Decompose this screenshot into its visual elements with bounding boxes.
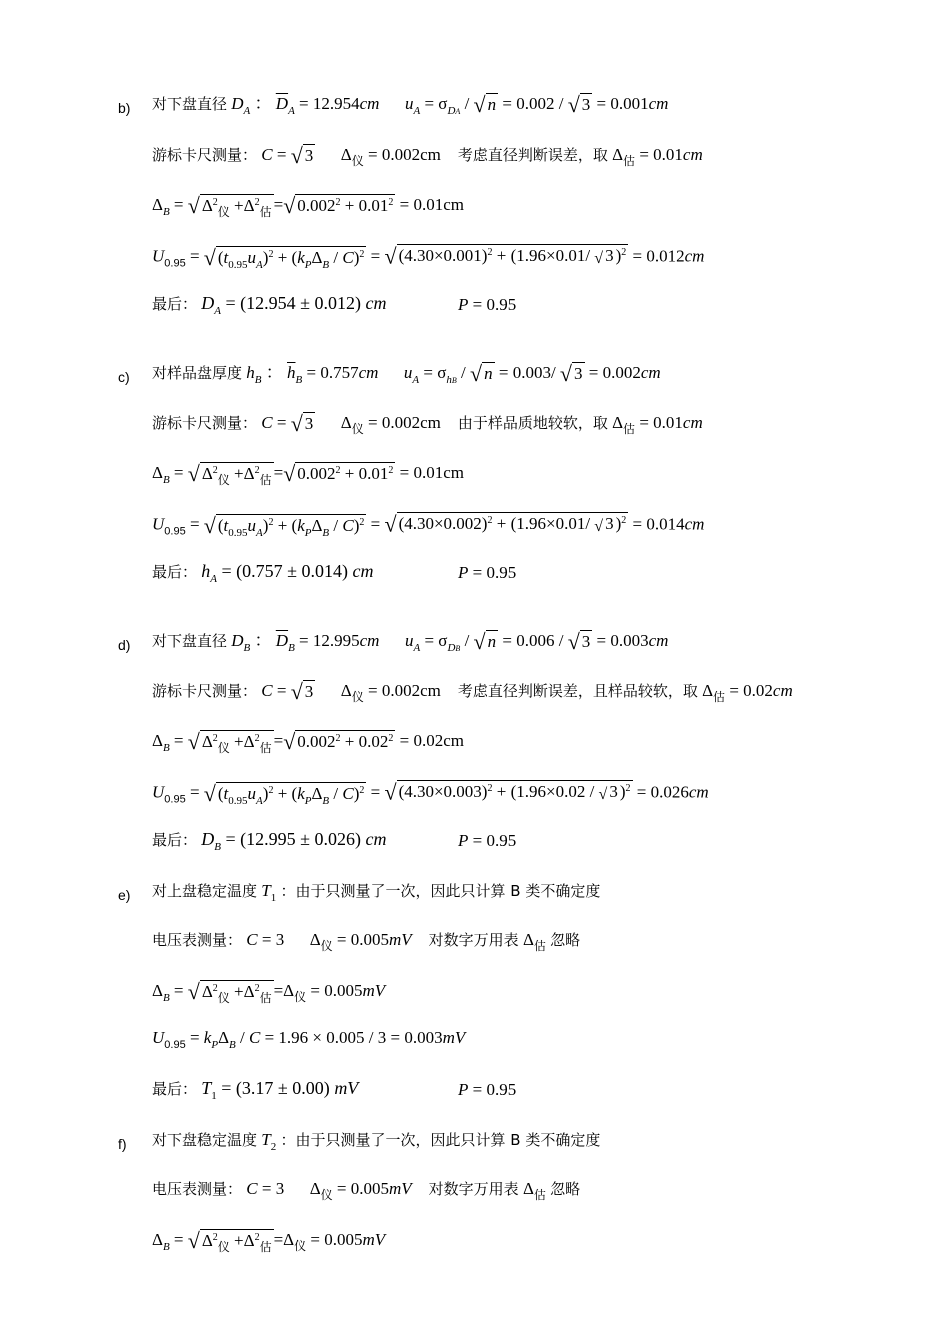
c-math: C = √ 3 $\Delta_仪 = 0.002cm$ [261,679,441,705]
estimate: $\Delta_估 = 0.01cm$ [612,145,703,168]
block-b-u95: $U_{0.95}$ = √ $(t_{0.95}u_A)^2 + (k_P\Delta_B / C)^2$ = √ $(4.30\times 0.001)^2 + (1.96\times 0.01/$ √ 3 )$^2$ = 0.012cm [152,243,705,271]
c-note: 对数字万用表 [428,931,519,949]
final-label: 最后： [152,831,198,849]
block-e-u95: $U_{0.95} = k_P\Delta_B / C = 1.96 \times 0.005 / 3 = 0.003mV$ [152,1028,466,1051]
intro-formula: $D_A$ [231,94,251,117]
estimate: $\Delta_估 = 0.02cm$ [702,681,793,704]
item-label: b) [118,100,131,116]
final-label: 最后： [152,1080,198,1098]
estimate: $\Delta_估$ 忽略 [522,930,581,953]
block-c-c-line [152,411,703,436]
estimate: $\Delta_估$ 忽略 [522,1179,581,1202]
intro-text: 对下盘直径 [152,95,228,113]
block-d-final: 最后： $D_B = (12.995 \pm 0.026)$ cm P = 0.95 [152,829,517,853]
block-e-delta-b: $\Delta_B$ = √ $\Delta^2_仪 +\Delta^2_估 =\Delta_仪 = 0.005mV$ [152,979,386,1006]
c-note: 考虑直径判断误差，取 [457,146,608,164]
intro-formula: $T_1$ [261,881,277,904]
c-note: 考虑直径判断误差，且样品较软，取 [457,682,698,700]
block-b-c-line [152,143,703,168]
c-math: C = 3 $\Delta_仪 = 0.005mV$ [246,1179,412,1202]
intro-formula: $h_B$ [246,363,262,386]
c-note: 由于样品质地较软，取 [457,414,608,432]
estimate: $\Delta_估 = 0.01cm$ [612,413,703,436]
block-d-u95: $U_{0.95}$ = √ $(t_{0.95}u_A)^2 + (k_P\Delta_B / C)^2$ = √ $(4.30\times 0.003)^2 + (1.96\times 0.02$ / √ 3 )$^2$ = 0.026cm [152,779,709,807]
intro-text: 对上盘稳定温度 [152,882,258,900]
block-e-final: 最后： $T_1 = (3.17 \pm 0.00)$ mV P = 0.95 [152,1078,517,1102]
intro-formula: $D_B$ [231,631,251,654]
block-e-c-line [152,928,580,952]
item-label: f) [118,1136,127,1152]
intro-note: ：由于只测量了一次，因此只计算 B 类不确定度 [280,882,601,900]
block-c-u95: $U_{0.95}$ = √ $(t_{0.95}u_A)^2 + (k_P\Delta_B / C)^2$ = √ $(4.30\times 0.002)^2 + (1.96\times 0.01/$ √ 3 )$^2$ = 0.014cm [152,511,705,539]
block-c-delta-b: $\Delta_B$ = √ $\Delta^2_仪 +\Delta^2_估$ =√ $0.002^2 + 0.01^2 = 0.01cm$ [152,461,464,488]
c-math: C = √ 3 $\Delta_仪 = 0.002cm$ [261,411,441,437]
intro-text: 对样品盘厚度 [152,364,243,382]
intro-text: 对下盘稳定温度 [152,1131,258,1149]
block-b-final: 最后： $D_A = (12.954 \pm 0.012)$ cm P = 0.95 [152,293,517,317]
block-d-delta-b: $\Delta_B$ = √ $\Delta^2_仪 +\Delta^2_估$ =√ $0.002^2 + 0.02^2 = 0.02cm$ [152,729,464,756]
block-f-delta-b: $\Delta_B$ = √ $\Delta^2_仪 +\Delta^2_估 =\Delta_仪 = 0.005mV$ [152,1228,386,1255]
method-label: 游标卡尺测量： [152,146,258,164]
c-math: C = √ 3 $\Delta_仪 = 0.002cm$ [261,143,441,169]
method-label: 电压表测量： [152,931,243,949]
method-label: 游标卡尺测量： [152,414,258,432]
final-label: 最后： [152,295,198,313]
block-b-delta-b: $\Delta_B$ = √ $\Delta^2_仪 +\Delta^2_估$ =√ $0.002^2 + 0.01^2 = 0.01cm$ [152,193,464,220]
final-label: 最后： [152,563,198,581]
item-label: e) [118,887,131,903]
intro-text: 对下盘直径 [152,632,228,650]
intro-note: ：由于只测量了一次，因此只计算 B 类不确定度 [280,1131,601,1149]
item-label: c) [118,369,130,385]
intro-formula: $T_2$ [261,1130,277,1153]
c-math: C = 3 $\Delta_仪 = 0.005mV$ [246,930,412,953]
method-label: 电压表测量： [152,1180,243,1198]
document-page: b) 对下盘直径 $D_A$ ： $\overline{D}_A = 12.954cm$ $u_A = \sigma_{DA}$ / √ n = 0.002 / √ 3 = 0.001cm 游标卡尺测量： C = √ 3 $\Delta_仪 = 0.002cm$ 考虑直径判断误差，取 $\Delta_估 = 0.01cm$ $\Delta_B$ = √ $\Delta^2_仪 +\Delta^2_估$ =√ $0.002^2 + 0.01^2 = 0.01cm$ $U_{0.95}$ = √ $(t_{0.95}u_A)^2 + (k_P\Delta_B / C)^2$ = √ $(4.30\times 0.001)^2 + (1.96\times 0.01/$ √ 3 )$^2$ = 0.012cm 最后： $D_A = (12.954 \pm 0.012)$ cm P = 0.95 c) 对样品盘厚度 $h_B$ ： $\overline{h}_B = 0.757cm$ $u_A = \sigma_{hB}$ / √ n = 0.003/ √ 3 = 0.002cm 游标卡尺测量： C = √ 3 $\Delta_仪 = 0.002cm$ 由于样品质地较软，取 $\Delta_估 = 0.01cm$ $\Delta_B$ = √ $\Delta^2_仪 +\Delta^2_估$ =√ $0.002^2 + 0.01^2 = 0.01cm$ $U_{0.95}$ = √ $(t_{0.95}u_A)^2 + (k_P\Delta_B / C)^2$ = √ $(4.30\times 0.002)^2 + (1.96\times 0.01/$ √ 3 )$^2$ = 0.014cm 最后： $h_A = (0.757 \pm 0.014)$ cm P = 0.95 d) 对下盘直径 $D_B$ ： $\overline{D}_B = 12.995cm$ $u_A = \sigma_{DB}$ / √ n = 0.006 / √ 3 = 0.003cm 游标卡尺测量： C = √ 3 $\Delta_仪 = 0.002cm$ 考虑直径判断误差，且样品较软，取 $\Delta_估 = 0.02cm$ $\Delta_B$ = √ $\Delta^2_仪 +\Delta^2_估$ =√ $0.002^2 + 0.02^2 = 0.02cm$ $U_{0.95}$ = √ $(t_{0.95}u_A)^2 + (k_P\Delta_B / C)^2$ = √ $(4.30\times 0.003)^2 + (1.96\times 0.02$ / √ 3 )$^2$ = 0.026cm 最后： $D_B = (12.995 \pm 0.026)$ cm P = 0.95 e) 对上盘稳定温度 $T_1$ ：由于只测量了一次，因此只计算 B 类不确定度 电压表测量： C = 3 $\Delta_仪 = 0.005mV$ 对数字万用表 $\Delta_估$ 忽略 $\Delta_B$ = √ $\Delta^2_仪 +\Delta^2_估 =\Delta_仪 = 0.005mV$ $U_{0.95} = k_P\Delta_B / C = 1.96 \times 0.005 / 3 = 0.003mV$ 最后： $T_1 = (3.17 \pm 0.00)$ mV P = 0.95 f) 对下盘稳定温度 $T_2$ ：由于只测量了一次，因此只计算 B 类不确定度 电压表测量： C = 3 $\Delta_仪 = 0.005mV$ 对数字万用表 $\Delta_估$ 忽略 $\Delta_B$ = √ $\Delta^2_仪 +\Delta^2_估 =\Delta_仪 = 0.005mV$ [118,92,793,1255]
method-label: 游标卡尺测量： [152,682,258,700]
c-note: 对数字万用表 [428,1180,519,1198]
item-label: d) [118,637,131,653]
block-d-c-line [152,679,793,704]
block-c-final: 最后： $h_A = (0.757 \pm 0.014)$ cm P = 0.95 [152,561,517,585]
block-f-c-line [152,1177,580,1201]
